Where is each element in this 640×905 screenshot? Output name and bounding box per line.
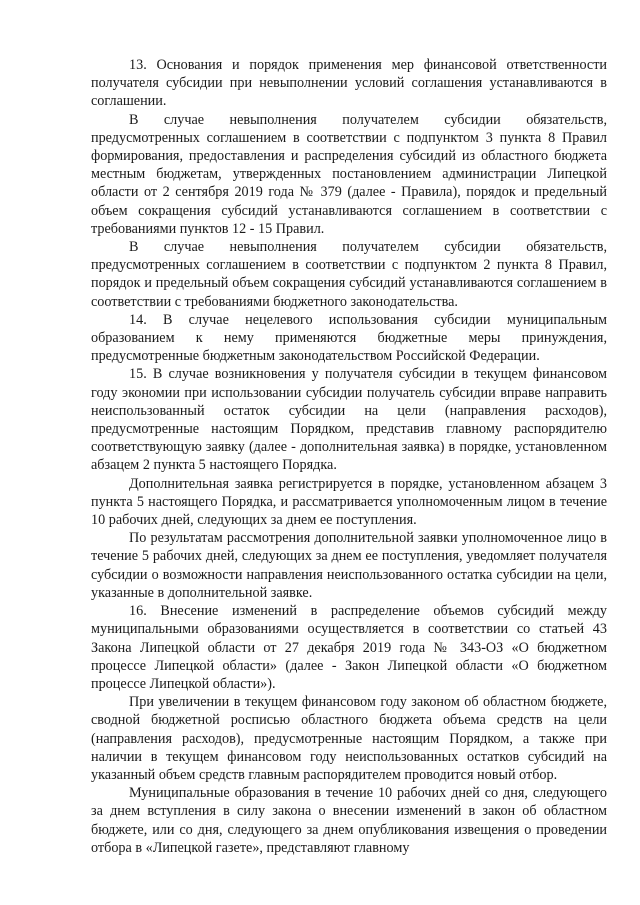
paragraph-non-fulfillment-subparagraph-2: В случае невыполнения получателем субсидии обязательств, предусмотренных соглашением в соответствии с подпунктом 2 пункта 8 Правил, порядок и предельный объем сокращения субсидий устанавливаются соглашением в соответствии с требованиями бюджетного законодательства. xyxy=(91,239,607,310)
paragraph-13: 13. Основания и порядок применения мер финансовой ответственности получателя субсидии при невыполнении условий соглашения устанавливаются в соглашении. xyxy=(91,57,607,110)
paragraph-non-fulfillment-subparagraph-3: В случае невыполнения получателем субсидии обязательств, предусмотренных соглашением в соответствии с подпунктом 3 пункта 8 Правил формирования, предоставления и распределения субсидий из областного бюджета местным бюджетам, утвержденных постановлением администрации Липецкой области от 2 сентября 2019 года № 379 (далее - Правила), порядок и предельный объем сокращения субсидий устанавливаются соглашением в соответствии с требованиями пунктов 12 - 15 Правил. xyxy=(91,111,607,237)
paragraph-14: 14. В случае нецелевого использования субсидии муниципальным образованием к нему применяются бюджетные меры принуждения, предусмотренные бюджетным законодательством Российской Федерации. xyxy=(91,311,607,365)
paragraph-municipal-submission: Муниципальные образования в течение 10 рабочих дней со дня, следующего за днем вступления в силу закона о внесении изменений в закон об областном бюджете, или со дня, следующего за днем опубликования извещения о проведении отбора в «Липецкой газете», представляют главному xyxy=(91,785,607,856)
paragraph-16: 16. Внесение изменений в распределение объемов субсидий между муниципальными образованиями осуществляется в соответствии со статьей 43 Закона Липецкой области от 27 декабря 2019 года № 343-ОЗ «О бюджетном процессе Липецкой области» (далее - Закон Липецкой области «О бюджетном процессе Липецкой области»). xyxy=(91,603,607,692)
paragraph-additional-application-registration: Дополнительная заявка регистрируется в порядке, установленном абзацем 3 пункта 5 настоящего Порядка, и рассматривается уполномоченным лицом в течение 10 рабочих дней, следующих за днем ее поступления. xyxy=(91,475,607,529)
paragraph-new-selection: При увеличении в текущем финансовом году законом об областном бюджете, сводной бюджетной росписью областного бюджета объема средств на цели (направления расходов), предусмотренные настоящим Порядком, а также при наличии в текущем финансовом году неиспользованных остатков субсидий на указанный объем средств главным распорядителем проводится новый отбор. xyxy=(91,694,607,783)
paragraph-15: 15. В случае возникновения у получателя субсидии в текущем финансовом году экономии при использовании субсидии получатель субсидии вправе направить неиспользованный остаток субсидии на цели (направления расходов), предусмотренные настоящим Порядком, представив главному распорядителю соответствующую заявку (далее - дополнительная заявка) в порядке, установленном абзацем 2 пункта 5 настоящего Порядка. xyxy=(91,366,607,474)
paragraph-additional-application-review: По результатам рассмотрения дополнительной заявки уполномоченное лицо в течение 5 рабочих дней, следующих за днем ее поступления, уведомляет получателя субсидии о возможности направления неиспользованного остатка субсидии на цели, указанные в дополнительной заявке. xyxy=(91,530,607,601)
document-body xyxy=(91,56,607,857)
